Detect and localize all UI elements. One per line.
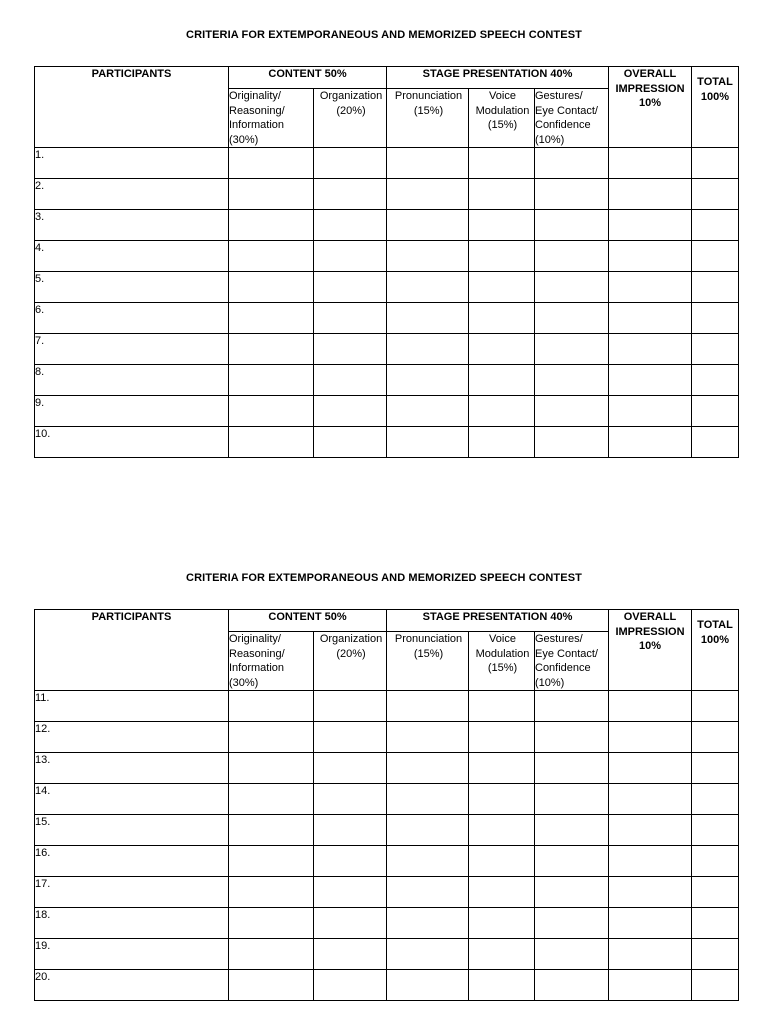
- stage-presentation-header: STAGE PRESENTATION 40%: [387, 67, 609, 89]
- gestures-score-cell[interactable]: [535, 365, 609, 396]
- overall-impression-score-cell[interactable]: [609, 691, 692, 722]
- header-line: (30%): [229, 133, 259, 146]
- overall-impression-header: [609, 67, 692, 148]
- voice-modulation-header: [469, 89, 535, 148]
- gestures-score-cell[interactable]: [535, 846, 609, 877]
- table-row: [35, 396, 739, 427]
- header-line: (15%): [487, 119, 518, 131]
- organization-header: [314, 632, 387, 691]
- pronunciation-score-cell[interactable]: [387, 908, 469, 939]
- organization-score-cell[interactable]: [314, 210, 387, 241]
- originality-score-cell[interactable]: [229, 334, 314, 365]
- overall-impression-score-cell[interactable]: [609, 877, 692, 908]
- participant-cell[interactable]: 13.: [35, 753, 229, 784]
- gestures-header: [535, 632, 609, 691]
- pronunciation-score-cell[interactable]: [387, 970, 469, 1001]
- header-line: (15%): [487, 662, 518, 674]
- total-score-cell[interactable]: [692, 148, 739, 179]
- header-line: Organization: [319, 633, 383, 645]
- table-row: [35, 753, 739, 784]
- gestures-score-cell[interactable]: [535, 877, 609, 908]
- header-line: 10%: [638, 97, 662, 109]
- participant-cell[interactable]: 15.: [35, 815, 229, 846]
- gestures-score-cell[interactable]: [535, 815, 609, 846]
- participant-cell[interactable]: 10.: [35, 427, 229, 458]
- header-line: 100%: [700, 90, 730, 103]
- total-score-cell[interactable]: [692, 334, 739, 365]
- total-score-cell[interactable]: [692, 970, 739, 1001]
- table-row: [35, 148, 739, 179]
- header-line: (20%): [336, 647, 366, 660]
- gestures-score-cell[interactable]: [535, 722, 609, 753]
- total-score-cell[interactable]: [692, 939, 739, 970]
- gestures-score-cell[interactable]: [535, 753, 609, 784]
- pronunciation-score-cell[interactable]: [387, 334, 469, 365]
- pronunciation-score-cell[interactable]: [387, 148, 469, 179]
- total-header: [692, 67, 739, 148]
- gestures-score-cell[interactable]: [535, 939, 609, 970]
- overall-impression-score-cell[interactable]: [609, 908, 692, 939]
- header-line: (20%): [336, 104, 366, 117]
- pronunciation-score-cell[interactable]: [387, 722, 469, 753]
- pronunciation-score-cell[interactable]: [387, 939, 469, 970]
- header-line: Voice: [489, 90, 516, 102]
- organization-score-cell[interactable]: [314, 939, 387, 970]
- originality-header: [229, 632, 314, 691]
- voice-modulation-score-cell[interactable]: [469, 210, 535, 241]
- gestures-score-cell[interactable]: [535, 272, 609, 303]
- pronunciation-score-cell[interactable]: [387, 365, 469, 396]
- voice-modulation-score-cell[interactable]: [469, 877, 535, 908]
- overall-impression-score-cell[interactable]: [609, 334, 692, 365]
- header-line: Eye Contact/: [535, 104, 598, 117]
- total-score-cell[interactable]: [692, 396, 739, 427]
- participant-cell[interactable]: 8.: [35, 365, 229, 396]
- voice-modulation-score-cell[interactable]: [469, 908, 535, 939]
- total-score-cell[interactable]: [692, 877, 739, 908]
- header-line: Pronunciation: [394, 90, 463, 102]
- pronunciation-score-cell[interactable]: [387, 272, 469, 303]
- header-line: 10%: [638, 640, 662, 652]
- total-header: [692, 610, 739, 691]
- overall-impression-score-cell[interactable]: [609, 365, 692, 396]
- organization-score-cell[interactable]: [314, 303, 387, 334]
- header-line: IMPRESSION: [615, 625, 685, 638]
- header-line: 100%: [700, 633, 730, 646]
- originality-score-cell[interactable]: [229, 939, 314, 970]
- originality-score-cell[interactable]: [229, 396, 314, 427]
- header-line: (10%): [535, 676, 565, 689]
- header-line: Confidence: [535, 119, 591, 131]
- pronunciation-score-cell[interactable]: [387, 303, 469, 334]
- pronunciation-score-cell[interactable]: [387, 241, 469, 272]
- organization-score-cell[interactable]: [314, 753, 387, 784]
- pronunciation-score-cell[interactable]: [387, 815, 469, 846]
- participant-cell[interactable]: 6.: [35, 303, 229, 334]
- overall-impression-score-cell[interactable]: [609, 722, 692, 753]
- originality-score-cell[interactable]: [229, 691, 314, 722]
- total-score-cell[interactable]: [692, 815, 739, 846]
- header-line: (15%): [413, 647, 444, 660]
- voice-modulation-score-cell[interactable]: [469, 427, 535, 458]
- organization-score-cell[interactable]: [314, 427, 387, 458]
- participant-cell[interactable]: 2.: [35, 179, 229, 210]
- overall-impression-score-cell[interactable]: [609, 815, 692, 846]
- voice-modulation-score-cell[interactable]: [469, 722, 535, 753]
- voice-modulation-score-cell[interactable]: [469, 970, 535, 1001]
- organization-score-cell[interactable]: [314, 272, 387, 303]
- participant-cell[interactable]: 17.: [35, 877, 229, 908]
- total-score-cell[interactable]: [692, 179, 739, 210]
- originality-score-cell[interactable]: [229, 148, 314, 179]
- voice-modulation-score-cell[interactable]: [469, 179, 535, 210]
- overall-impression-score-cell[interactable]: [609, 427, 692, 458]
- header-line: Information: [229, 119, 285, 131]
- gestures-score-cell[interactable]: [535, 396, 609, 427]
- pronunciation-score-cell[interactable]: [387, 210, 469, 241]
- table-row: [35, 334, 739, 365]
- header-line: Originality/: [229, 90, 281, 102]
- content-header: CONTENT 50%: [229, 67, 387, 89]
- originality-score-cell[interactable]: [229, 970, 314, 1001]
- header-line: TOTAL: [697, 619, 733, 631]
- overall-impression-score-cell[interactable]: [609, 970, 692, 1001]
- organization-score-cell[interactable]: [314, 970, 387, 1001]
- header-line: Reasoning/: [229, 647, 285, 660]
- table-body: [35, 67, 739, 458]
- total-score-cell[interactable]: [692, 784, 739, 815]
- organization-score-cell[interactable]: [314, 691, 387, 722]
- organization-score-cell[interactable]: [314, 334, 387, 365]
- organization-score-cell[interactable]: [314, 846, 387, 877]
- voice-modulation-score-cell[interactable]: [469, 241, 535, 272]
- gestures-score-cell[interactable]: [535, 210, 609, 241]
- voice-modulation-score-cell[interactable]: [469, 784, 535, 815]
- organization-score-cell[interactable]: [314, 148, 387, 179]
- gestures-score-cell[interactable]: [535, 148, 609, 179]
- participants-header: PARTICIPANTS: [35, 610, 229, 691]
- total-score-cell[interactable]: [692, 753, 739, 784]
- pronunciation-score-cell[interactable]: [387, 691, 469, 722]
- organization-score-cell[interactable]: [314, 241, 387, 272]
- criteria-table: [34, 66, 739, 458]
- pronunciation-header: [387, 89, 469, 148]
- header-line: OVERALL: [623, 611, 677, 623]
- header-line: Pronunciation: [394, 633, 463, 645]
- table-row: [35, 722, 739, 753]
- participant-cell[interactable]: 5.: [35, 272, 229, 303]
- participant-cell[interactable]: 20.: [35, 970, 229, 1001]
- total-score-cell[interactable]: [692, 241, 739, 272]
- participant-cell[interactable]: 12.: [35, 722, 229, 753]
- table-row: [35, 210, 739, 241]
- participant-cell[interactable]: 11.: [35, 691, 229, 722]
- organization-score-cell[interactable]: [314, 877, 387, 908]
- originality-header: [229, 89, 314, 148]
- gestures-score-cell[interactable]: [535, 784, 609, 815]
- organization-score-cell[interactable]: [314, 365, 387, 396]
- table-row: [35, 970, 739, 1001]
- voice-modulation-score-cell[interactable]: [469, 396, 535, 427]
- header-line: Confidence: [535, 662, 591, 674]
- header-group-row: [35, 610, 739, 632]
- participant-cell[interactable]: 18.: [35, 908, 229, 939]
- header-line: IMPRESSION: [615, 82, 685, 95]
- pronunciation-score-cell[interactable]: [387, 396, 469, 427]
- gestures-score-cell[interactable]: [535, 334, 609, 365]
- header-line: Organization: [319, 90, 383, 102]
- header-line: Voice: [489, 633, 516, 645]
- voice-modulation-score-cell[interactable]: [469, 365, 535, 396]
- gestures-score-cell[interactable]: [535, 179, 609, 210]
- header-line: (30%): [229, 676, 259, 689]
- originality-score-cell[interactable]: [229, 303, 314, 334]
- overall-impression-score-cell[interactable]: [609, 272, 692, 303]
- gestures-score-cell[interactable]: [535, 908, 609, 939]
- header-line: Reasoning/: [229, 104, 285, 117]
- voice-modulation-score-cell[interactable]: [469, 334, 535, 365]
- table-row: [35, 846, 739, 877]
- header-line: OVERALL: [623, 68, 677, 80]
- participant-cell[interactable]: 9.: [35, 396, 229, 427]
- participants-header: PARTICIPANTS: [35, 67, 229, 148]
- voice-modulation-score-cell[interactable]: [469, 691, 535, 722]
- gestures-score-cell[interactable]: [535, 691, 609, 722]
- table-row: [35, 303, 739, 334]
- participant-cell[interactable]: 4.: [35, 241, 229, 272]
- pronunciation-score-cell[interactable]: [387, 427, 469, 458]
- originality-score-cell[interactable]: [229, 241, 314, 272]
- gestures-score-cell[interactable]: [535, 241, 609, 272]
- gestures-header: [535, 89, 609, 148]
- voice-modulation-score-cell[interactable]: [469, 148, 535, 179]
- header-line: Eye Contact/: [535, 647, 598, 660]
- voice-modulation-score-cell[interactable]: [469, 303, 535, 334]
- voice-modulation-score-cell[interactable]: [469, 939, 535, 970]
- overall-impression-score-cell[interactable]: [609, 241, 692, 272]
- overall-impression-score-cell[interactable]: [609, 179, 692, 210]
- total-score-cell[interactable]: [692, 210, 739, 241]
- organization-score-cell[interactable]: [314, 722, 387, 753]
- header-line: Gestures/: [535, 633, 583, 645]
- total-score-cell[interactable]: [692, 427, 739, 458]
- total-score-cell[interactable]: [692, 272, 739, 303]
- total-score-cell[interactable]: [692, 908, 739, 939]
- organization-score-cell[interactable]: [314, 908, 387, 939]
- table-row: [35, 241, 739, 272]
- table-row: [35, 784, 739, 815]
- header-line: Information: [229, 662, 285, 674]
- table-row: [35, 179, 739, 210]
- total-score-cell[interactable]: [692, 303, 739, 334]
- organization-score-cell[interactable]: [314, 815, 387, 846]
- pronunciation-score-cell[interactable]: [387, 846, 469, 877]
- organization-score-cell[interactable]: [314, 396, 387, 427]
- overall-impression-header: [609, 610, 692, 691]
- participant-cell[interactable]: 19.: [35, 939, 229, 970]
- header-line: (15%): [413, 104, 444, 117]
- pronunciation-score-cell[interactable]: [387, 179, 469, 210]
- participant-cell[interactable]: 7.: [35, 334, 229, 365]
- originality-score-cell[interactable]: [229, 815, 314, 846]
- table-row: [35, 365, 739, 396]
- header-line: Gestures/: [535, 90, 583, 102]
- voice-modulation-score-cell[interactable]: [469, 272, 535, 303]
- total-score-cell[interactable]: [692, 846, 739, 877]
- overall-impression-score-cell[interactable]: [609, 210, 692, 241]
- overall-impression-score-cell[interactable]: [609, 148, 692, 179]
- originality-score-cell[interactable]: [229, 784, 314, 815]
- pronunciation-score-cell[interactable]: [387, 784, 469, 815]
- table-row: [35, 877, 739, 908]
- organization-header: [314, 89, 387, 148]
- header-line: Originality/: [229, 633, 281, 645]
- gestures-score-cell[interactable]: [535, 303, 609, 334]
- pronunciation-score-cell[interactable]: [387, 753, 469, 784]
- sheet-title: CRITERIA FOR EXTEMPORANEOUS AND MEMORIZED SPEECH CONTEST: [186, 29, 582, 41]
- organization-score-cell[interactable]: [314, 784, 387, 815]
- total-score-cell[interactable]: [692, 365, 739, 396]
- overall-impression-score-cell[interactable]: [609, 939, 692, 970]
- total-score-cell[interactable]: [692, 722, 739, 753]
- header-line: Modulation: [475, 647, 530, 660]
- pronunciation-header: [387, 632, 469, 691]
- originality-score-cell[interactable]: [229, 877, 314, 908]
- overall-impression-score-cell[interactable]: [609, 846, 692, 877]
- originality-score-cell[interactable]: [229, 753, 314, 784]
- total-score-cell[interactable]: [692, 691, 739, 722]
- table-row: [35, 815, 739, 846]
- table-row: [35, 272, 739, 303]
- originality-score-cell[interactable]: [229, 846, 314, 877]
- originality-score-cell[interactable]: [229, 908, 314, 939]
- table-row: [35, 908, 739, 939]
- originality-score-cell[interactable]: [229, 722, 314, 753]
- organization-score-cell[interactable]: [314, 179, 387, 210]
- originality-score-cell[interactable]: [229, 272, 314, 303]
- participant-cell[interactable]: 1.: [35, 148, 229, 179]
- header-group-row: [35, 67, 739, 89]
- voice-modulation-score-cell[interactable]: [469, 815, 535, 846]
- table-row: [35, 691, 739, 722]
- table-row: [35, 939, 739, 970]
- stage-presentation-header: STAGE PRESENTATION 40%: [387, 610, 609, 632]
- originality-score-cell[interactable]: [229, 427, 314, 458]
- overall-impression-score-cell[interactable]: [609, 753, 692, 784]
- voice-modulation-score-cell[interactable]: [469, 846, 535, 877]
- overall-impression-score-cell[interactable]: [609, 303, 692, 334]
- sheet-title: CRITERIA FOR EXTEMPORANEOUS AND MEMORIZED SPEECH CONTEST: [186, 572, 582, 584]
- originality-score-cell[interactable]: [229, 365, 314, 396]
- overall-impression-score-cell[interactable]: [609, 784, 692, 815]
- criteria-table: [34, 609, 739, 1001]
- participant-cell[interactable]: 3.: [35, 210, 229, 241]
- header-line: (10%): [535, 133, 565, 146]
- originality-score-cell[interactable]: [229, 210, 314, 241]
- content-header: CONTENT 50%: [229, 610, 387, 632]
- table-body: [35, 610, 739, 1001]
- voice-modulation-header: [469, 632, 535, 691]
- gestures-score-cell[interactable]: [535, 970, 609, 1001]
- header-line: Modulation: [475, 104, 530, 117]
- participant-cell[interactable]: 16.: [35, 846, 229, 877]
- originality-score-cell[interactable]: [229, 179, 314, 210]
- header-line: TOTAL: [697, 76, 733, 88]
- voice-modulation-score-cell[interactable]: [469, 753, 535, 784]
- pronunciation-score-cell[interactable]: [387, 877, 469, 908]
- overall-impression-score-cell[interactable]: [609, 396, 692, 427]
- participant-cell[interactable]: 14.: [35, 784, 229, 815]
- table-row: [35, 427, 739, 458]
- gestures-score-cell[interactable]: [535, 427, 609, 458]
